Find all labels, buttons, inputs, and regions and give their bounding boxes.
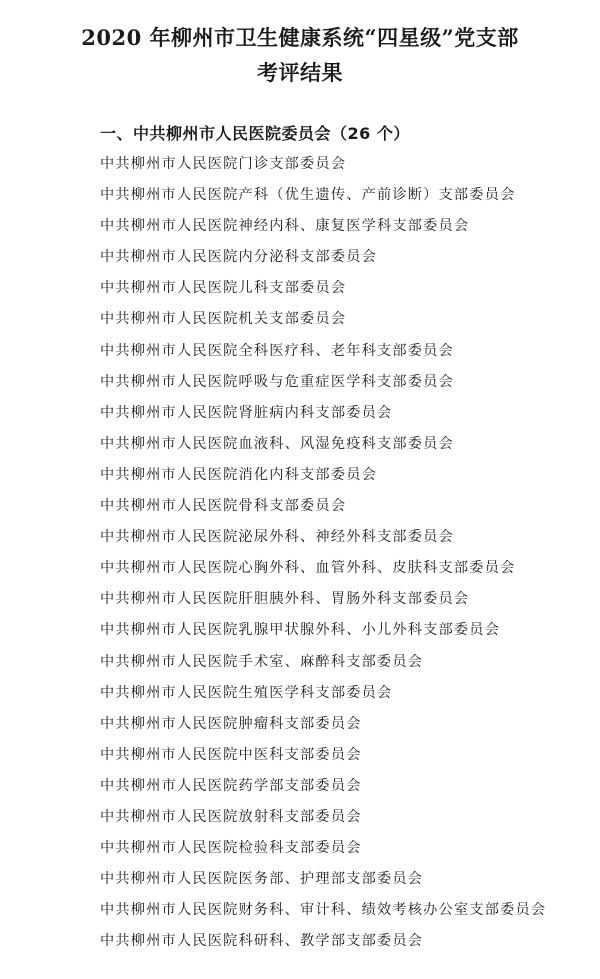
- list-item: 中共柳州市人民医院骨科支部委员会: [100, 498, 347, 515]
- list-item: 中共柳州市人民医院血液科、风湿免疫科支部委员会: [100, 435, 454, 452]
- list-item: 中共柳州市人民医院财务科、审计科、绩效考核办公室支部委员会: [100, 902, 547, 919]
- list-item: 中共柳州市人民医院药学部支部委员会: [100, 777, 362, 794]
- list-item: 中共柳州市人民医院检验科支部委员会: [100, 840, 362, 857]
- list-item: 中共柳州市人民医院肝胆胰外科、胃肠外科支部委员会: [100, 591, 470, 608]
- branch-list: [100, 149, 580, 957]
- list-item: 中共柳州市人民医院儿科支部委员会: [100, 280, 347, 297]
- list-item: 中共柳州市人民医院乳腺甲状腺外科、小儿外科支部委员会: [100, 622, 501, 639]
- list-item: 中共柳州市人民医院机关支部委员会: [100, 311, 347, 328]
- list-item: 中共柳州市人民医院全科医疗科、老年科支部委员会: [100, 342, 454, 359]
- list-item: 中共柳州市人民医院门诊支部委员会: [100, 156, 347, 172]
- list-item: 中共柳州市人民医院肾脏病内科支部委员会: [100, 404, 393, 421]
- list-item: 中共柳州市人民医院呼吸与危重症医学科支部委员会: [100, 373, 454, 390]
- list-item: 中共柳州市人民医院科研科、教学部支部委员会: [100, 933, 424, 950]
- list-item: 中共柳州市人民医院医务部、护理部支部委员会: [100, 871, 424, 888]
- list-item: 中共柳州市人民医院手术室、麻醉科支部委员会: [100, 653, 424, 670]
- list-item: 中共柳州市人民医院消化内科支部委员会: [100, 466, 377, 483]
- section-heading: 一、中共柳州市人民医院委员会（26 个）: [100, 124, 410, 143]
- list-item: 中共柳州市人民医院肿瘤科支部委员会: [100, 715, 362, 732]
- list-item: 中共柳州市人民医院心胸外科、血管外科、皮肤科支部委员会: [100, 560, 516, 577]
- list-item: 中共柳州市人民医院泌尿外科、神经外科支部委员会: [100, 529, 454, 546]
- list-item: 中共柳州市人民医院神经内科、康复医学科支部委员会: [100, 218, 470, 235]
- list-item: 中共柳州市人民医院放射科支部委员会: [100, 808, 362, 825]
- list-item: 中共柳州市人民医院内分泌科支部委员会: [100, 249, 377, 266]
- document-title-line-1: 2020 年柳州市卫生健康系统“四星级”党支部: [81, 25, 519, 50]
- list-item: 中共柳州市人民医院生殖医学科支部委员会: [100, 684, 393, 701]
- list-item: 中共柳州市人民医院中医科支部委员会: [100, 746, 362, 763]
- list-item: 中共柳州市人民医院产科（优生遗传、产前诊断）支部委员会: [100, 187, 516, 204]
- document-title-line-2: 考评结果: [257, 60, 343, 85]
